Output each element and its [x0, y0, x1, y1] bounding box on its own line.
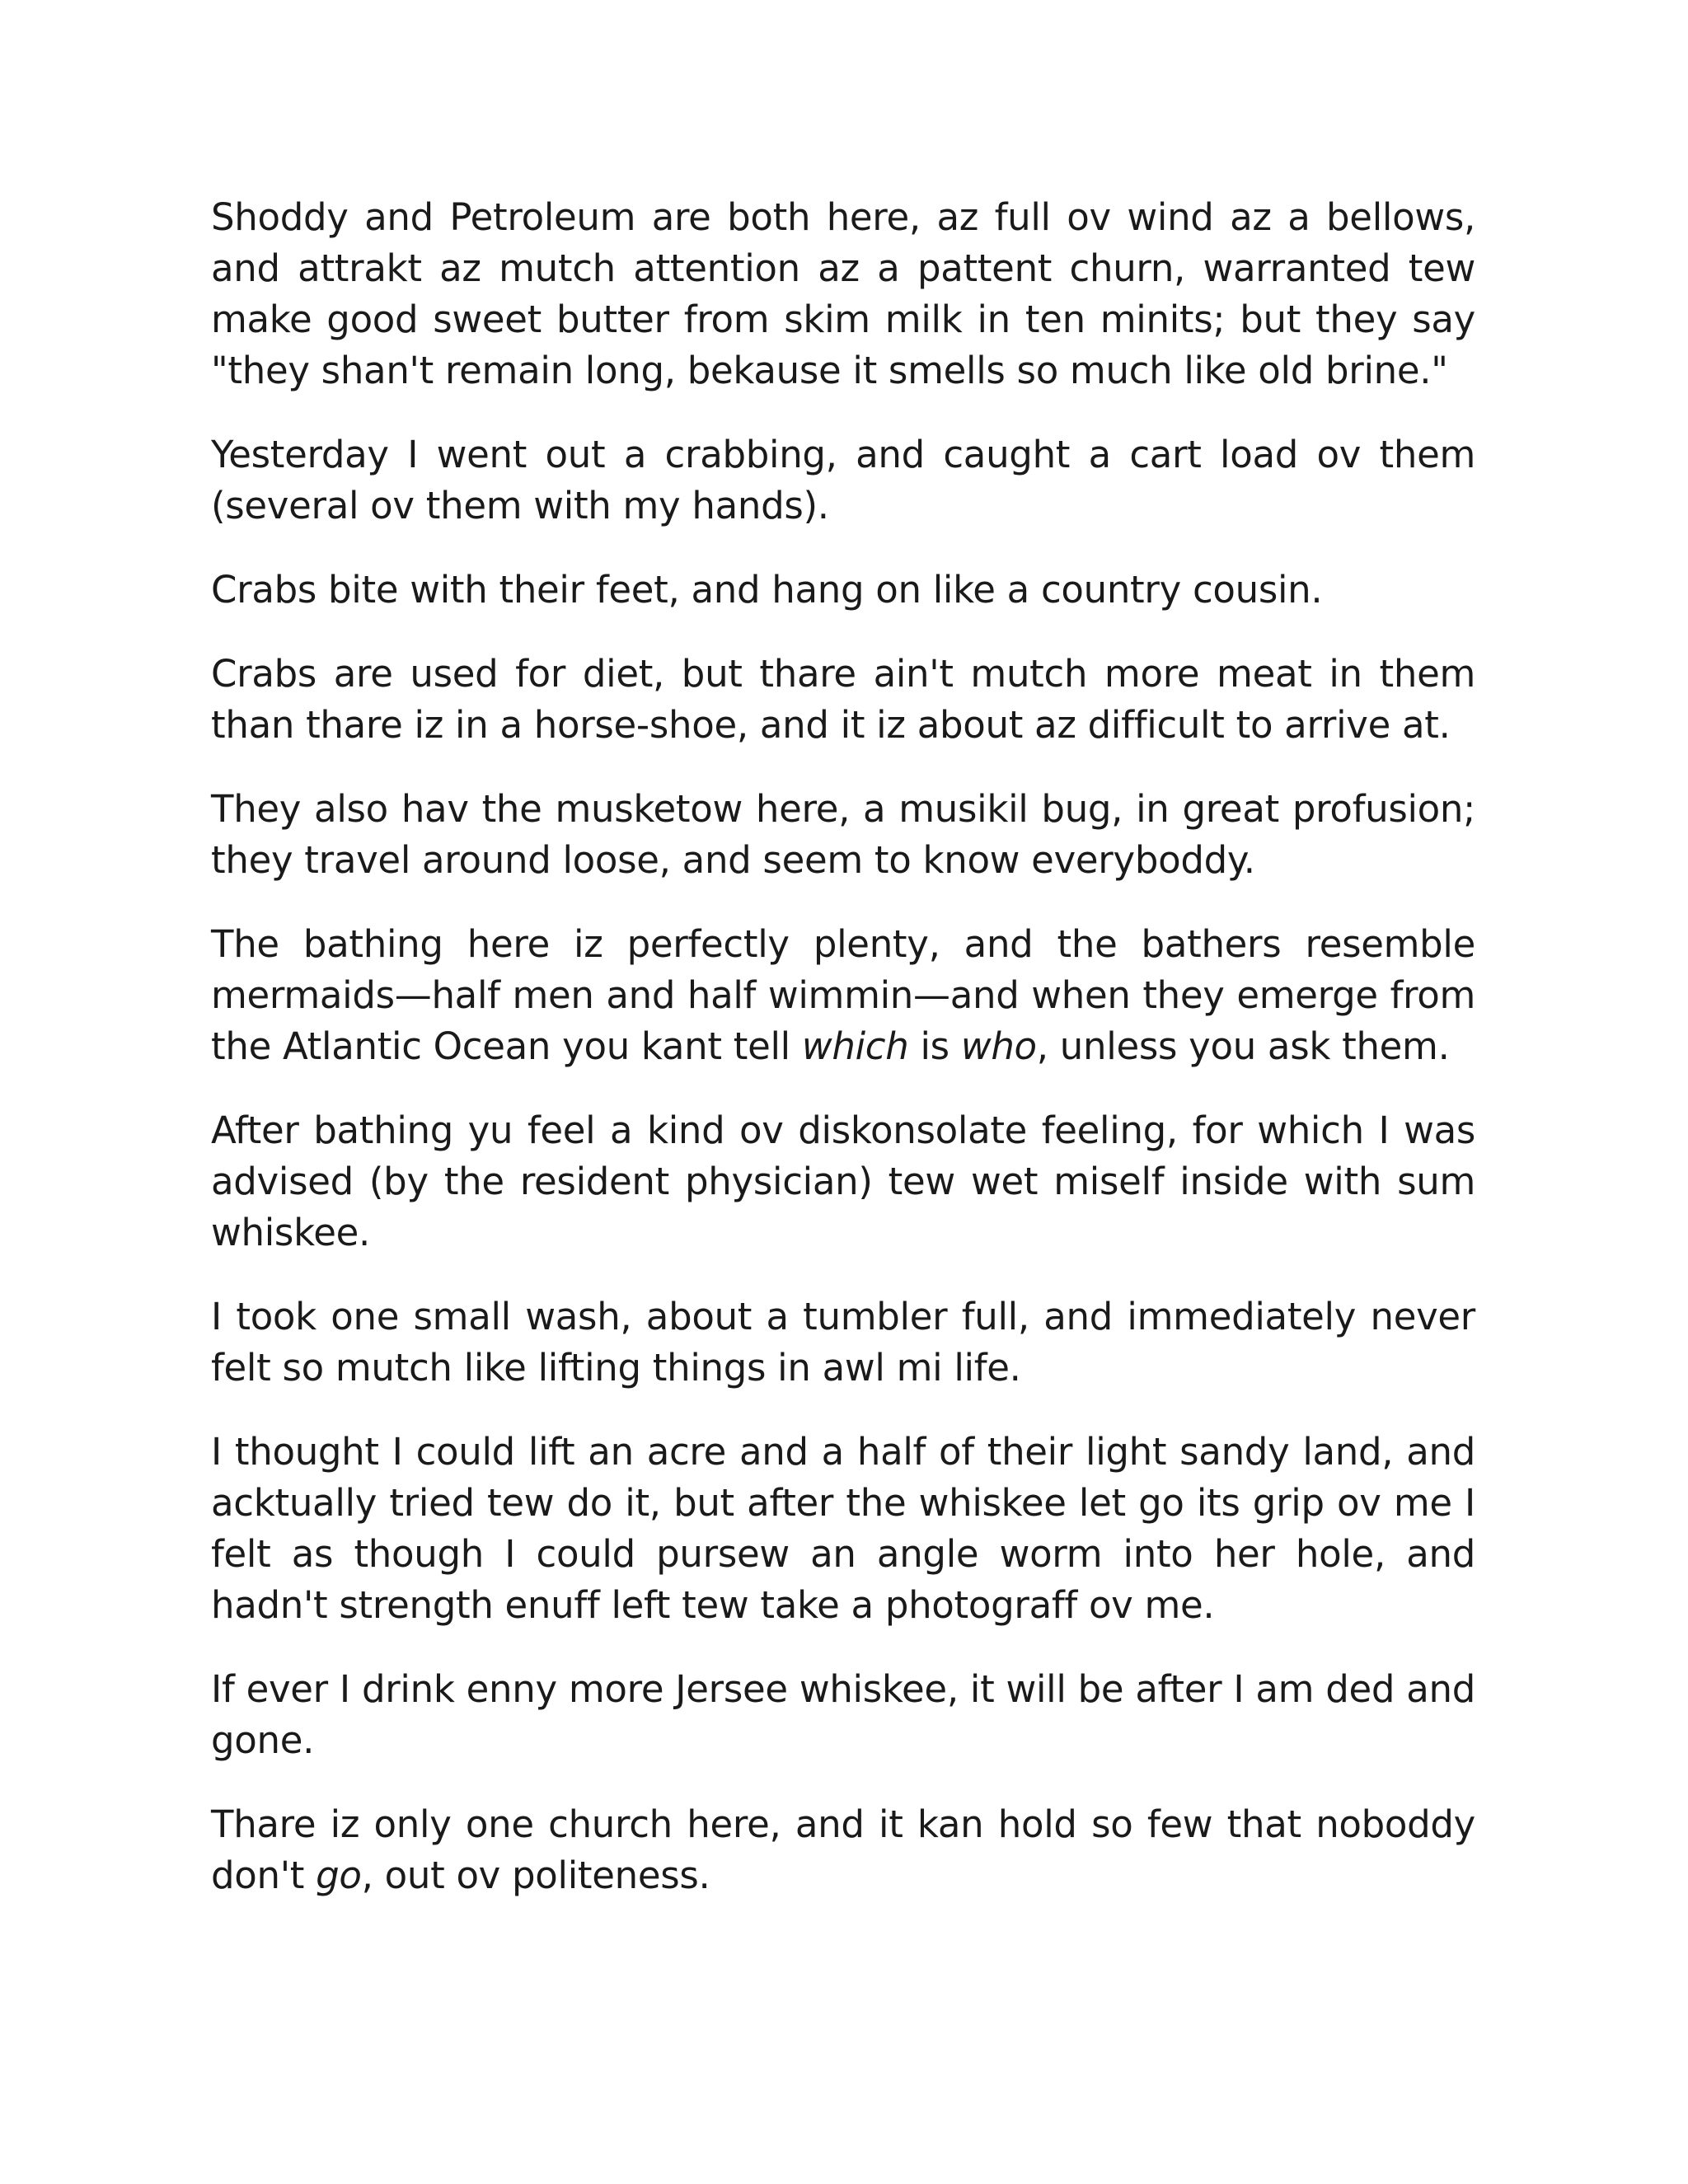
paragraph-jersee-whiskee: If ever I drink enny more Jersee whiskee, it will be after I am ded and gone. [211, 1667, 1475, 1762]
paragraph-small-wash: I took one small wash, about a tumbler full, and immediately never felt so mutch like lifting things in awl mi life. [211, 1295, 1475, 1390]
bathing-text-after: , unless you ask them. [1036, 1024, 1450, 1068]
paragraph-church [211, 1799, 1475, 1901]
bathing-emphasis-who: who [960, 1024, 1037, 1068]
paragraph-musketow: They also hav the musketow here, a musikil bug, in great profusion; they travel around loose, and seem to know everyboddy. [211, 787, 1475, 882]
church-text-after: , out ov politeness. [361, 1854, 710, 1897]
document-page [211, 192, 1475, 1934]
paragraph-crabbing: Yesterday I went out a crabbing, and caught a cart load ov them (several ov them with my hands). [211, 433, 1475, 527]
church-emphasis-go: go [316, 1854, 362, 1897]
church-text-before: Thare iz only one church here, and it kan hold so few that noboddy don't [211, 1802, 1475, 1897]
bathing-text-before: The bathing here iz perfectly plenty, and the bathers resemble mermaids—half men and half wimmin—and when they emerge from the Atlantic Ocean you kant tell [211, 922, 1475, 1068]
paragraph-shoddy-petroleum: Shoddy and Petroleum are both here, az full ov wind az a bellows, and attrakt az mutch attention az a pattent churn, warranted tew make good sweet butter from skim milk in ten minits; but they say "they shan't remain long, bekause it smells so much like old brine." [211, 195, 1475, 392]
paragraph-after-bathing: After bathing yu feel a kind ov diskonsolate feeling, for which I was advised (by the resident physician) tew wet miself inside with sum whiskee. [211, 1108, 1475, 1254]
paragraph-crabs-diet: Crabs are used for diet, but thare ain't mutch more meat in them than thare iz in a horse-shoe, and it iz about az difficult to arrive at. [211, 652, 1475, 747]
bathing-emphasis-which: which [801, 1024, 909, 1068]
paragraph-bathing [211, 919, 1475, 1072]
bathing-text-middle: is [908, 1024, 961, 1068]
paragraph-lift-acre: I thought I could lift an acre and a half of their light sandy land, and acktually tried tew do it, but after the whiskee let go its grip ov me I felt as though I could pursew an angle worm into her hole, and hadn't strength enuff left tew take a photograff ov me. [211, 1430, 1475, 1627]
paragraph-crabs-bite: Crabs bite with their feet, and hang on like a country cousin. [211, 568, 1323, 612]
